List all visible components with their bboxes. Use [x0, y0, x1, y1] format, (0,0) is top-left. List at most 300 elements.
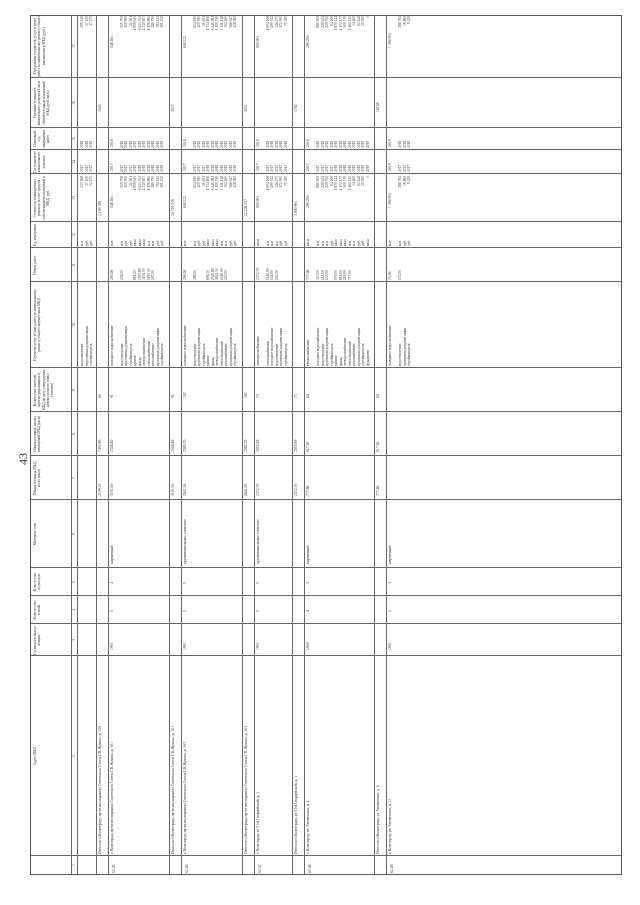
finish-item: 2018	[329, 140, 334, 148]
floors: 2	[388, 610, 392, 612]
volume-item: 111,00	[320, 270, 325, 280]
unit-item: м.п	[151, 240, 155, 246]
column-number: 3	[72, 639, 76, 641]
cost-item: 1 899 023	[133, 176, 137, 191]
wall-material: крупнопанельные слоистые	[182, 519, 187, 564]
entrances: 5	[255, 582, 260, 584]
volume-item: 298,00	[192, 270, 197, 280]
wall-material: крупнопанельные слоистые	[255, 519, 260, 564]
limit-item: 1 734 106	[206, 16, 210, 31]
limit-item: 346 275	[274, 16, 279, 28]
cost-item: 1 904 108	[265, 176, 270, 191]
column-number: 15	[72, 137, 76, 141]
work-item: электроснабжение	[255, 336, 260, 366]
finish-item: 2018	[192, 140, 197, 148]
unit-item: м.п	[80, 240, 84, 246]
year-item-list	[120, 152, 165, 172]
volume-item: 245,00	[224, 270, 228, 280]
building-row-line	[386, 16, 387, 874]
limit-item: 1 150 710	[215, 16, 219, 31]
limit-item-list	[266, 16, 289, 76]
cost-item: 288 794	[398, 176, 402, 188]
building-row-line	[304, 16, 305, 874]
limit-item: 505 750	[119, 16, 124, 28]
total-row-line	[292, 16, 293, 874]
total-residents: 84	[376, 394, 380, 398]
volume-item: 1195,00	[146, 268, 151, 280]
limit-item-list	[120, 16, 165, 76]
finish-item-list	[120, 130, 165, 148]
column-number-line	[77, 16, 78, 874]
cost-item: 2 172 477	[338, 176, 343, 191]
limit-item: 34 465	[352, 16, 356, 26]
total-label: Итого по г.Волгограду, пр-кт им маршала Советского Союза Г.К.Жукова, д. 163	[243, 725, 248, 854]
finish-item: 2018	[306, 139, 310, 147]
floors: 4	[306, 610, 310, 612]
column-number: 9	[72, 389, 76, 391]
finish-item: 2019	[228, 140, 233, 148]
work-item: холодное водоснабжение	[388, 325, 392, 366]
work-item: теплоснабжение	[265, 340, 270, 366]
year-item: 2019	[347, 164, 352, 172]
cost-item: 291 230	[160, 176, 164, 188]
finish-item: 2018	[270, 140, 274, 148]
work-item: электроснабжение	[343, 337, 347, 366]
work-item-list	[316, 284, 370, 366]
wall-material: кирпичный	[388, 545, 392, 564]
volume-item: 1140,00	[265, 268, 270, 280]
volume-item: 183,00	[274, 270, 279, 280]
unit-item: кв.м	[338, 239, 343, 246]
floors: 5	[182, 610, 187, 612]
total-area: 2841,30	[243, 483, 248, 496]
unit-item-list	[80, 224, 94, 246]
total-residents: 91	[170, 394, 175, 398]
unit-item: руб	[329, 240, 334, 246]
work-item: теплоснабжение	[146, 340, 151, 366]
column-line	[31, 173, 621, 174]
cost-item: 1 358 952	[388, 192, 392, 208]
cost-item: 22 561	[128, 176, 133, 186]
building-row-line	[254, 16, 255, 874]
total-label: Итого по г.Волгограду, пр-кт им маршала Советского Союза Г.К.Жукова, д. 161	[170, 725, 175, 854]
column-header: Стоимость планируемого ремонта за счет средств собственников помещений в МКД, руб.	[33, 176, 50, 220]
finish-item: 2019	[352, 140, 356, 148]
address: г. Волгоград, пр-кт им маршала Советского Союза Г.К.Жукова, д. 161	[109, 741, 114, 854]
limit-item: 1 358 952	[388, 32, 392, 48]
unit-item: м.п	[146, 240, 151, 246]
limit-item: 1 240 803	[142, 16, 146, 31]
column-line	[31, 499, 621, 500]
volume-item: 135,00	[325, 270, 329, 280]
finish-item: 2018	[124, 140, 128, 148]
work-item: холодное водоснабжение	[109, 325, 114, 366]
total-row-line	[169, 16, 170, 874]
limit-item-list	[193, 16, 238, 76]
row-number: 62.47	[257, 864, 262, 873]
cost-item: 1 734 106	[206, 176, 210, 191]
column-number: 1	[72, 864, 76, 866]
work-item: стройконтроль	[329, 343, 334, 366]
year-item: 2017	[255, 163, 260, 171]
work-item-list	[80, 284, 94, 366]
unit-item: кв.м	[210, 239, 215, 246]
total-residents: 73	[294, 394, 298, 398]
limit-item: 362 260	[224, 16, 228, 28]
build-year: 1961	[255, 642, 260, 650]
work-item: электроснабжение	[215, 337, 219, 366]
finish-item: 2018	[89, 140, 93, 148]
total-unit-cost: 3527	[170, 104, 175, 112]
cost-item: 105 590	[197, 176, 201, 188]
work-item: стройконтроль	[233, 343, 237, 366]
volume-item: 811,00	[338, 270, 343, 280]
column-line	[31, 595, 621, 596]
unit-item: м.п	[398, 240, 402, 246]
cost-item: 317 568	[80, 176, 84, 188]
limit-item: 300 735	[343, 16, 347, 28]
volume-item: 296,00	[182, 269, 187, 280]
year-item: 2019	[338, 164, 343, 172]
limit-item: 229 750	[325, 16, 329, 28]
cost-item: 34 465	[352, 176, 356, 186]
finish-item: 2018	[279, 140, 283, 148]
finish-item: 2019	[343, 140, 347, 148]
work-item: переоценка документации	[124, 325, 128, 366]
finish-item-list	[80, 130, 94, 148]
total-area: 3191,50	[170, 483, 175, 496]
total-cost: 22 108 337	[243, 198, 248, 216]
unit-item: м.п	[352, 240, 356, 246]
limit-item: 291 230	[160, 16, 164, 28]
total-unit-cost: 18158	[376, 102, 380, 112]
limit-item: 6 633 352	[137, 16, 142, 31]
column-line	[31, 567, 621, 568]
column-line	[31, 149, 621, 150]
finish-item: 2019	[347, 140, 352, 148]
finish-item: 2019	[219, 140, 224, 148]
unit-item-list	[316, 224, 370, 246]
unit-item: м.п	[109, 240, 114, 246]
finish-item: 2018	[80, 140, 84, 148]
cost-item: 9 325	[407, 176, 411, 185]
unit-item: руб	[283, 240, 288, 246]
total-cost: 2 109 180	[97, 200, 102, 216]
build-year: 1961	[388, 642, 392, 650]
limit-item: 299 240	[80, 16, 84, 28]
year-item: 2019	[160, 164, 164, 172]
column-line	[31, 281, 621, 282]
volume-item: 75,06	[388, 271, 392, 280]
column-number: 6	[72, 533, 76, 535]
unit-item: м.п	[219, 240, 224, 246]
work-item: водоотведение	[192, 343, 197, 366]
cost-item: 100 900	[124, 176, 128, 188]
column-line	[31, 247, 621, 248]
column-header	[33, 857, 71, 873]
unit-item: м.п	[274, 240, 279, 246]
column-number: 14	[72, 160, 76, 164]
year-item: 2019	[361, 164, 365, 172]
total-area: 2372,70	[294, 483, 298, 496]
volume-item-list	[193, 250, 238, 280]
column-line	[31, 221, 621, 222]
column-header: Год ввода в эксплу-атацию	[33, 625, 42, 655]
total-area: 2109,10	[97, 483, 102, 496]
year-item: 2017	[128, 164, 133, 172]
limit-item: 1 670 441	[334, 16, 338, 31]
unit-item: руб	[155, 240, 160, 246]
limit-item-list	[316, 16, 370, 76]
year-item: 2019	[151, 164, 155, 172]
work-item: электроснабжение	[142, 337, 146, 366]
limit-item-list	[398, 16, 412, 76]
page-number: 43	[16, 453, 30, 465]
column-header: Материал стен	[33, 522, 37, 546]
limit-item: 1 141 448	[219, 16, 224, 31]
cost-item: 39 800	[402, 176, 407, 186]
column-header: Год планового капитального ремонта	[33, 151, 46, 173]
building-row-line	[181, 16, 182, 874]
entrances: 4	[109, 582, 114, 584]
volume-item: 218,00	[343, 270, 347, 280]
work-item: холодное водоснабжение	[316, 327, 320, 366]
year-item: 2017	[325, 164, 329, 172]
work-item: водоотведение	[320, 343, 325, 366]
work-item: стройконтроль	[160, 343, 164, 366]
cost-item: 300 735	[343, 176, 347, 188]
limit-item: 290 042	[270, 16, 274, 28]
year-item: 2019	[224, 164, 228, 172]
unit-item-list	[398, 224, 412, 246]
finish-item: 2019	[146, 140, 151, 148]
cost-item: 229 941	[320, 176, 325, 188]
limit-item: 1 462 212	[347, 16, 352, 31]
year-item: 2017	[89, 164, 93, 172]
year-item: 2019	[215, 164, 219, 172]
living-area: 2385,70	[182, 439, 187, 452]
column-line	[31, 623, 621, 624]
finish-item-list	[266, 130, 289, 148]
year-item: 2019	[343, 164, 347, 172]
total-unit-cost: 1782	[294, 104, 298, 112]
limit-item: 63 442	[356, 16, 361, 26]
year-item: 2017	[109, 163, 114, 171]
cost-item: 1 150 710	[215, 176, 219, 191]
unit-item: кв.м	[306, 239, 310, 246]
column-line	[31, 127, 621, 128]
unit-item: м.п	[182, 240, 187, 246]
cost-item: 6 633 352	[137, 176, 142, 191]
finish-item: 2018	[84, 140, 89, 148]
cost-item: 588 647	[228, 176, 233, 188]
volume-item-list	[266, 250, 289, 280]
volume-item: 3191,50	[142, 268, 146, 280]
column-number: 8	[72, 433, 76, 435]
cost-item: 1 240 803	[142, 176, 146, 191]
cost-item: 25 000	[361, 176, 365, 186]
cost-item: 346 275	[274, 176, 279, 188]
year-item: 2017	[320, 164, 325, 172]
volume-item: 1040,00	[219, 268, 224, 280]
cost-item: 362 260	[224, 176, 228, 188]
column-header: Коли-чество этажей	[33, 600, 42, 620]
building-row-line	[108, 16, 109, 874]
work-item: водоотведение	[398, 343, 402, 366]
limit-item: 2 172 477	[338, 16, 343, 31]
unit-item: кв.м	[255, 239, 260, 246]
cost-item-list	[266, 176, 289, 220]
finish-item: 2019	[151, 140, 155, 148]
row-number: 62.48	[308, 864, 312, 873]
volume-item	[284, 250, 289, 280]
work-item: проектная документация	[228, 327, 233, 366]
total-cost: 3 690 901	[294, 200, 298, 216]
column-header: Общая площадь МКД, всего (кв.м)	[33, 460, 42, 496]
build-year: 1961	[109, 642, 114, 650]
unit-item: руб	[128, 240, 133, 246]
total-living-area: 2385,70	[243, 439, 248, 452]
limit-item: 22 561	[128, 16, 133, 26]
volume-item-list	[316, 250, 370, 280]
finish-item: 2018	[109, 139, 114, 147]
work-item: кровля	[133, 355, 137, 366]
total-residents: 86	[97, 394, 102, 398]
work-item: стройконтроль	[128, 343, 133, 366]
year-item: 2017	[306, 163, 310, 171]
cost-item-list	[398, 176, 412, 220]
volume-item: 777,00	[347, 270, 352, 280]
total-area: 3191,50	[109, 483, 114, 496]
entrances: 3	[306, 582, 310, 584]
volume-item: 777,00	[306, 269, 310, 280]
residents: 91	[109, 394, 114, 398]
limit-item: 600 225	[182, 35, 187, 48]
unit-item: м.п	[316, 240, 320, 246]
cost-item: 26 651	[201, 176, 206, 186]
column-number: 16	[72, 101, 76, 105]
unit-item: м.п	[325, 240, 329, 246]
finish-item: 2018	[320, 140, 325, 148]
volume-item: 698,30	[206, 270, 210, 280]
limit-item: 229 941	[320, 16, 325, 28]
work-item: кровля	[206, 355, 210, 366]
work-item: водоотведение	[119, 343, 124, 366]
volume-item: 293,00	[109, 269, 114, 280]
column-line	[31, 77, 621, 78]
work-item: газоснабжение	[224, 343, 228, 366]
column-line	[31, 411, 621, 412]
total-area: 2372,70	[255, 483, 260, 496]
living-area: 617,50	[306, 441, 310, 452]
volume-item: 144,00	[270, 270, 274, 280]
finish-item: 2018	[316, 140, 320, 148]
work-item: переоценка документации	[84, 325, 89, 366]
column-header: Объем работ	[33, 255, 37, 275]
finish-item: 2019	[206, 140, 210, 148]
year-item: 2017	[84, 164, 89, 172]
column-number: 5	[72, 581, 76, 583]
limit-item: 47 275	[89, 16, 93, 26]
column-number: 17	[72, 44, 76, 48]
volume-item: 2841,30	[215, 268, 219, 280]
unit-item: руб	[402, 240, 407, 246]
year-item-list	[193, 152, 238, 172]
year-item: 2017	[398, 164, 402, 172]
work-item: стройконтроль	[283, 343, 288, 366]
wall-material: кирпичный	[306, 545, 310, 564]
work-item: фасад	[338, 357, 343, 366]
finish-item: 2018	[398, 140, 402, 148]
total-row-line	[374, 16, 375, 874]
unit-item: руб	[233, 240, 237, 246]
volume-item	[366, 250, 371, 280]
unit-item: кв.м	[142, 239, 146, 246]
total-living-area: 1361,90	[97, 439, 102, 452]
living-area: 2348,40	[109, 439, 114, 452]
unit-item: кв.м	[133, 239, 137, 246]
residents: 73	[255, 394, 260, 398]
column-header: Ед. измерения	[33, 224, 37, 246]
limit-item: 654 590	[192, 16, 197, 28]
year-item: 2017	[329, 164, 334, 172]
living-area: 2055,99	[255, 439, 260, 452]
column-number: 13	[72, 196, 76, 200]
finish-item: 2019	[210, 140, 215, 148]
work-item: фасад	[137, 357, 142, 366]
unit-item: кв.м	[137, 239, 142, 246]
year-item: 2019	[137, 164, 142, 172]
unit-item: руб	[89, 240, 93, 246]
cost-item-list	[316, 176, 370, 220]
year-item: 2019	[233, 164, 237, 172]
cost-item-list	[193, 176, 238, 220]
column-header: Адрес МКД	[33, 746, 37, 766]
total-label: Итого по г.Волгограду, ул 51-й Гвардейской, д. 1	[294, 775, 298, 854]
column-header: Удельная стоимость капитального ремонта 1 кв.м общей площади помещений МКД (руб./кв.м)	[33, 80, 50, 126]
cost-item: 290 042	[270, 176, 274, 188]
cost-item: 418 082	[233, 176, 237, 188]
cost-item: 903 091	[255, 195, 260, 208]
finish-item: 2019	[155, 140, 160, 148]
total-living-area: 2055,99	[294, 439, 298, 452]
cost-item: 1 141 448	[219, 176, 224, 191]
work-item: проектная документация	[356, 327, 361, 366]
work-item: холодное водоснабжение	[270, 327, 274, 366]
cost-item: 654 590	[192, 176, 197, 188]
unit-item-list	[120, 224, 165, 246]
limit-item: 548 481	[109, 35, 114, 48]
column-header: Коли-чество подъездов	[33, 572, 42, 592]
year-item: 2017	[316, 164, 320, 172]
volume-item	[160, 250, 165, 280]
year-item: 2017	[407, 164, 411, 172]
column-line	[31, 367, 621, 368]
unit-item: руб	[124, 240, 128, 246]
limit-item: 6 245 984	[210, 16, 215, 31]
total-row-line	[242, 16, 243, 874]
cost-item: 1 462 212	[347, 176, 352, 191]
limit-item: 75 385	[283, 16, 288, 26]
volume-item: 2372,70	[255, 267, 260, 280]
unit-item: руб	[279, 240, 283, 246]
unit-item-list	[266, 224, 289, 246]
limit-item: 1 904 108	[265, 16, 270, 31]
unit-item: кв.м	[215, 239, 219, 246]
cost-item: 75 385	[283, 176, 288, 186]
finish-item: 2019	[160, 140, 164, 148]
year-item: 2017	[124, 164, 128, 172]
